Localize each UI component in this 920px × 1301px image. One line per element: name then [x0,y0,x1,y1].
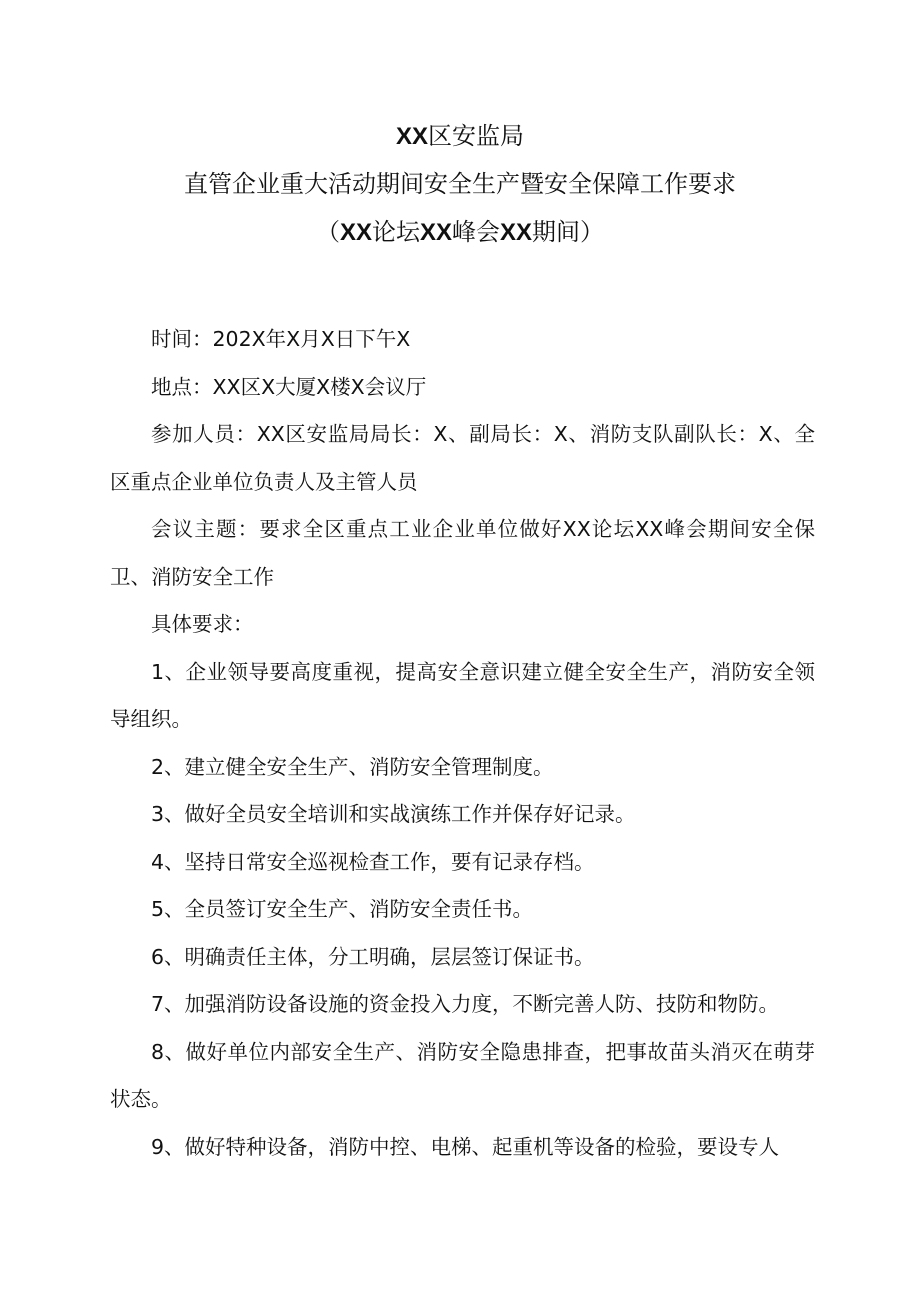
requirement-item: 4、坚持日常安全巡视检查工作，要有记录存档。 [151,849,595,874]
title-line-3-bold-1: XX [339,219,372,246]
requirement-item: 3、做好全员安全培训和实战演练工作并保存好记录。 [151,802,636,826]
title-line-1-text: 区安监局 [428,122,524,150]
requirement-item: 2、建立健全安全生产、消防安全管理制度。 [151,754,554,779]
title-line-3-text-1: 论坛 [371,218,420,246]
document-body [110,316,815,1171]
requirement-item: 1、企业领导要高度重视，提高安全意识建立健全安全生产，消防安全领导组织。 [110,659,815,731]
requirements-heading: 具体要求： [151,612,254,636]
title-line-2: 直管企业重大活动期间安全生产暨安全保障工作要求 [184,170,736,198]
meeting-location: 地点：XX区X大厦X楼X会议厅 [151,374,427,399]
title-line-3 [0,220,920,244]
title-line-3-text-2: 峰会 [452,218,500,246]
meeting-attendees: 参加人员：XX区安监局局长：X、副局长：X、消防支队副队长：X、全区重点企业单位负责人及主管人员 [110,422,815,494]
document-title [0,124,920,268]
requirement-item: 6、明确责任主体，分工明确，层层签订保证书。 [151,944,595,969]
requirement-item: 9、做好特种设备，消防中控、电梯、起重机等设备的检验，要设专人 [151,1134,780,1159]
title-line-3-text-3: 期间 [532,218,581,246]
title-line-3-open-paren: （ [315,218,340,246]
meeting-time: 时间：202X年X月X日下午X [151,327,411,351]
meeting-topic: 会议主题：要求全区重点工业企业单位做好XX论坛XX峰会期间安全保卫、消防安全工作 [110,517,815,589]
requirement-item: 5、全员签订安全生产、消防安全责任书。 [151,897,534,921]
title-line-1-bold: XX [395,123,428,150]
requirement-item: 8、做好单位内部安全生产、消防安全隐患排查，把事故苗头消灭在萌芽状态。 [110,1039,815,1111]
title-line-3-bold-3: XX [500,219,533,246]
requirement-item: 7、加强消防设备设施的资金投入力度，不断完善人防、技防和物防。 [151,992,780,1016]
title-line-1 [0,124,920,148]
title-line-3-close-paren: ） [580,218,605,246]
title-line-3-bold-2: XX [419,219,452,246]
